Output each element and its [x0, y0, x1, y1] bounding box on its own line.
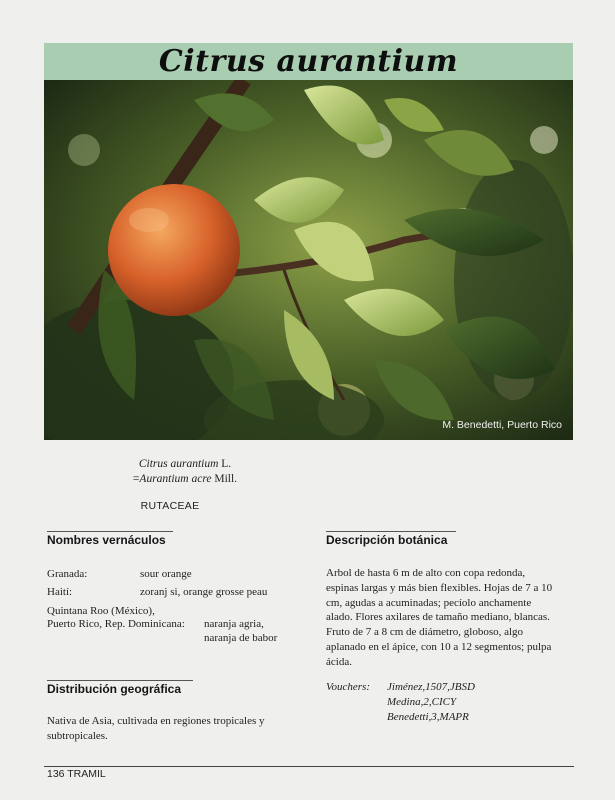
- photo-credit: M. Benedetti, Puerto Rico: [442, 419, 562, 431]
- page-footer: [47, 768, 106, 780]
- vouchers-label: Vouchers:: [326, 681, 370, 693]
- synonym-name: Aurantium acre: [139, 473, 212, 485]
- title-banner: [44, 43, 573, 80]
- page-title: Citrus aurantium: [158, 44, 459, 79]
- botanical-line: alado. Flores axilares de tamaño mediano, blancas.: [326, 611, 550, 624]
- distribution-text: [47, 714, 307, 744]
- botanical-line: Fruto de 7 a 8 cm de diámetro, globoso, algo: [326, 626, 524, 639]
- vernacular-heading: Nombres vernáculos: [47, 533, 166, 547]
- photo-orange-tree-icon: [44, 80, 573, 440]
- distribution-line: Nativa de Asia, cultivada en regiones tropicales y: [47, 715, 265, 727]
- scientific-name: Citrus aurantium: [138, 458, 219, 470]
- voucher-item: Benedetti,3,MAPR: [387, 711, 469, 723]
- section-rule: [326, 531, 456, 532]
- family-name: RUTACEAE: [140, 500, 200, 512]
- botanical-line: cm, agudas a acuminadas; pecíolo anchamente: [326, 596, 532, 609]
- plant-photo: [44, 80, 573, 440]
- section-rule: [47, 680, 193, 681]
- synonym-author: Mill.: [214, 473, 238, 485]
- vernacular-label: Granada:: [47, 568, 88, 580]
- voucher-item: Medina,2,CICY: [387, 696, 457, 708]
- synonym-line: [115, 472, 255, 487]
- botanical-line: aplanado en el ápice, con 10 a 12 segmentos; pulpa: [326, 640, 552, 653]
- botanical-line: ácida.: [326, 655, 352, 668]
- vernacular-label: Puerto Rico, Rep. Dominicana:: [47, 618, 185, 630]
- botanical-line: espinas largas y más bien flexibles. Hojas de 7 a 10: [326, 581, 553, 594]
- synonym-prefix: =: [132, 473, 140, 485]
- vernacular-value: naranja agria,: [204, 618, 264, 630]
- botanical-text: [326, 566, 586, 670]
- vernacular-label: Haití:: [47, 586, 73, 598]
- distribution-heading: Distribución geográfica: [47, 682, 182, 696]
- page-number: 136: [47, 768, 65, 780]
- vernacular-value: naranja de babor: [204, 632, 278, 644]
- footer-rule: [44, 766, 574, 767]
- scientific-name-block: [115, 457, 255, 487]
- botanical-line: Arbol de hasta 6 m de alto con copa redonda,: [326, 567, 526, 579]
- scientific-name-line: [115, 457, 255, 472]
- section-rule: [47, 531, 173, 532]
- botanical-heading: Descripción botánica: [326, 533, 448, 547]
- vernacular-label: Quintana Roo (México),: [47, 605, 155, 617]
- vernacular-value: zoranj si, orange grosse peau: [140, 586, 268, 598]
- distribution-line: subtropicales.: [47, 730, 108, 742]
- publisher-name: TRAMIL: [67, 768, 106, 780]
- scientific-name-author: L.: [221, 458, 232, 470]
- voucher-item: Jiménez,1507,JBSD: [387, 681, 475, 693]
- vernacular-value: sour orange: [140, 568, 192, 580]
